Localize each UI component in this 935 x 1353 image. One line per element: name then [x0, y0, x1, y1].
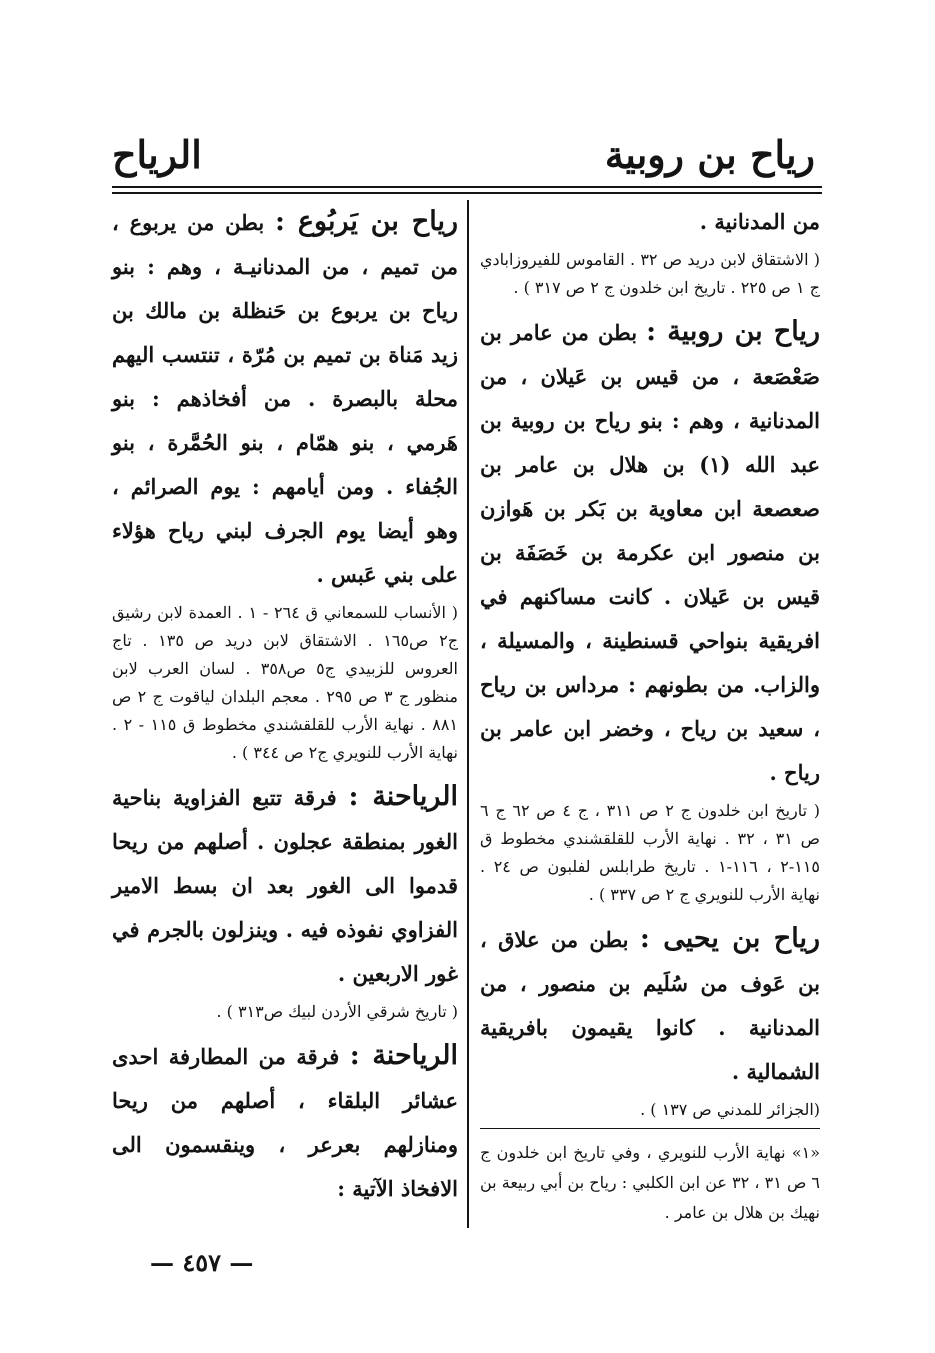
entry-riyah-bin-yahya — [480, 917, 820, 1094]
reference-note: ( تاريخ شرقي الأردن لبيك ص٣١٣ ) . — [216, 1002, 458, 1021]
entry-term: رياح بن يحيى : — [639, 923, 821, 954]
entry-text: بطن من يربوع ، من تميم ، من المدنانيـة ، وهم : بنو رياح بن يربوع بن حَنظلة بن مالك بن زيد مَناة بن تميم بن مُرّة ، تنتسب اليهم محلة بالبصرة . من أفخاذهم : بنو هَرمي ، بنو همّام ، بنو الحُمَّرة ، بنو الجُفاء . ومن أيامهم : يوم الصرائم ، وهو أيضا يوم الجرف لبني رياح هؤلاء على بني عَبس . — [112, 210, 458, 587]
entry-term: رياح بن يَربُوع : — [275, 206, 458, 237]
entry-term: رياح بن روبية : — [646, 316, 820, 347]
right-column — [480, 200, 820, 1132]
entry-text: فرقة من المطارفة احدى عشائر البلقاء ، أصلهم من ريحا ومنازلهم بعرعر ، وينقسمون الى الافخاذ الآتية : — [112, 1044, 458, 1201]
reference-note: ( تاريخ ابن خلدون ج ٢ ص ٣١١ ، ج ٤ ص ٦٢ ج ٦ ص ٣١ ، ٣٢ . نهاية الأرب للقلقشندي مخطوط ق ١١٥-٢ ، ١١٦-١ . تاريخ طرابلس لفلبون ص ٢٤ . نهاية الأرب للنويري ج ٢ ص ٣٣٧ ) . — [480, 801, 821, 904]
left-column — [112, 200, 458, 1211]
header-rule-bottom — [112, 192, 822, 194]
entry-term: الرياحنة : — [349, 1040, 459, 1071]
footnote: «١» نهاية الأرب للنويري ، وفي تاريخ ابن خلدون ج ٦ ص ٣١ ، ٣٢ عن ابن الكلبي : رياح بن أبي ربيعة بن نهيك بن هلال بن عامر . — [480, 1143, 820, 1222]
entry-al-riyahna-2 — [112, 1034, 458, 1211]
entry-text: بطن من عامر بن صَعْصَعة ، من قيس بن عَيلان ، من المدنانية ، وهم : بنو رياح بن روبية بن عبد الله (١) بن هلال بن عامر بن صعصعة ابن معاوية بن بَكر بن هَوازن بن منصور ابن عكرمة بن خَصَفَة بن قيس بن عَيلان . كانت مساكنهم في افريقية بنواحي قسنطينة ، والمسيلة ، والزاب. من بطونهم : مرداس بن رياح ، سعيد بن رياح ، وخضر ابن عامر بن رياح . — [480, 320, 820, 785]
reference-note: ( الأنساب للسمعاني ق ٢٦٤ - ١ . العمدة لابن رشيق ج٢ ص١٦٥ . الاشتقاق لابن دريد ص ١٣٥ . تاج العروس للزبيدي ج٥ ص٣٥٨ . لسان العرب لابن منظور ج ٣ ص ٢٩٥ . معجم البلدان لياقوت ج ٢ ص ٨٨١ . نهاية الأرب للقلقشندي مخطوط ق ١١٥ - ٢ . نهاية الأرب للنويري ج٢ ص ٣٤٤ ) . — [112, 603, 459, 762]
reference-note: (الجزائر للمدني ص ١٣٧ ) . — [640, 1100, 820, 1119]
page-number: — ٤٥٧ — — [150, 1248, 254, 1277]
entry-riyah-bin-yarbu — [112, 200, 458, 597]
header-rule-top — [112, 186, 822, 188]
entry-text: بطن من علاق ، بن عَوف من سُلَيم بن منصور ، من المدنانية . كانوا يقيمون بافريقية الشمالية . — [480, 927, 820, 1084]
entry-term: الرياحنة : — [348, 781, 459, 812]
entry-riyah-bin-ruwayba — [480, 310, 820, 795]
entry-text: فرقة تتبع الفزاوية بناحية الغور بمنطقة عجلون . أصلهم من ريحا قدموا الى الغور بعد ان بسط الامير الفزاوي نفوذه فيه . وينزلون بالجرم في غور الاربعين . — [112, 785, 458, 986]
reference-note: ( الاشتقاق لابن دريد ص ٣٢ . القاموس للفيروزابادي ج ١ ص ٢٢٥ . تاريخ ابن خلدون ج ٢ ص ٣١٧ ) . — [480, 250, 821, 297]
continuation-text: من المدنانية . — [699, 209, 820, 234]
column-divider — [467, 200, 469, 1228]
running-header-left: الرياح — [112, 132, 202, 177]
footnote-rule — [480, 1128, 820, 1129]
entry-al-riyahna-1 — [112, 775, 458, 996]
running-header-right: رياح بن روبية — [604, 132, 815, 177]
